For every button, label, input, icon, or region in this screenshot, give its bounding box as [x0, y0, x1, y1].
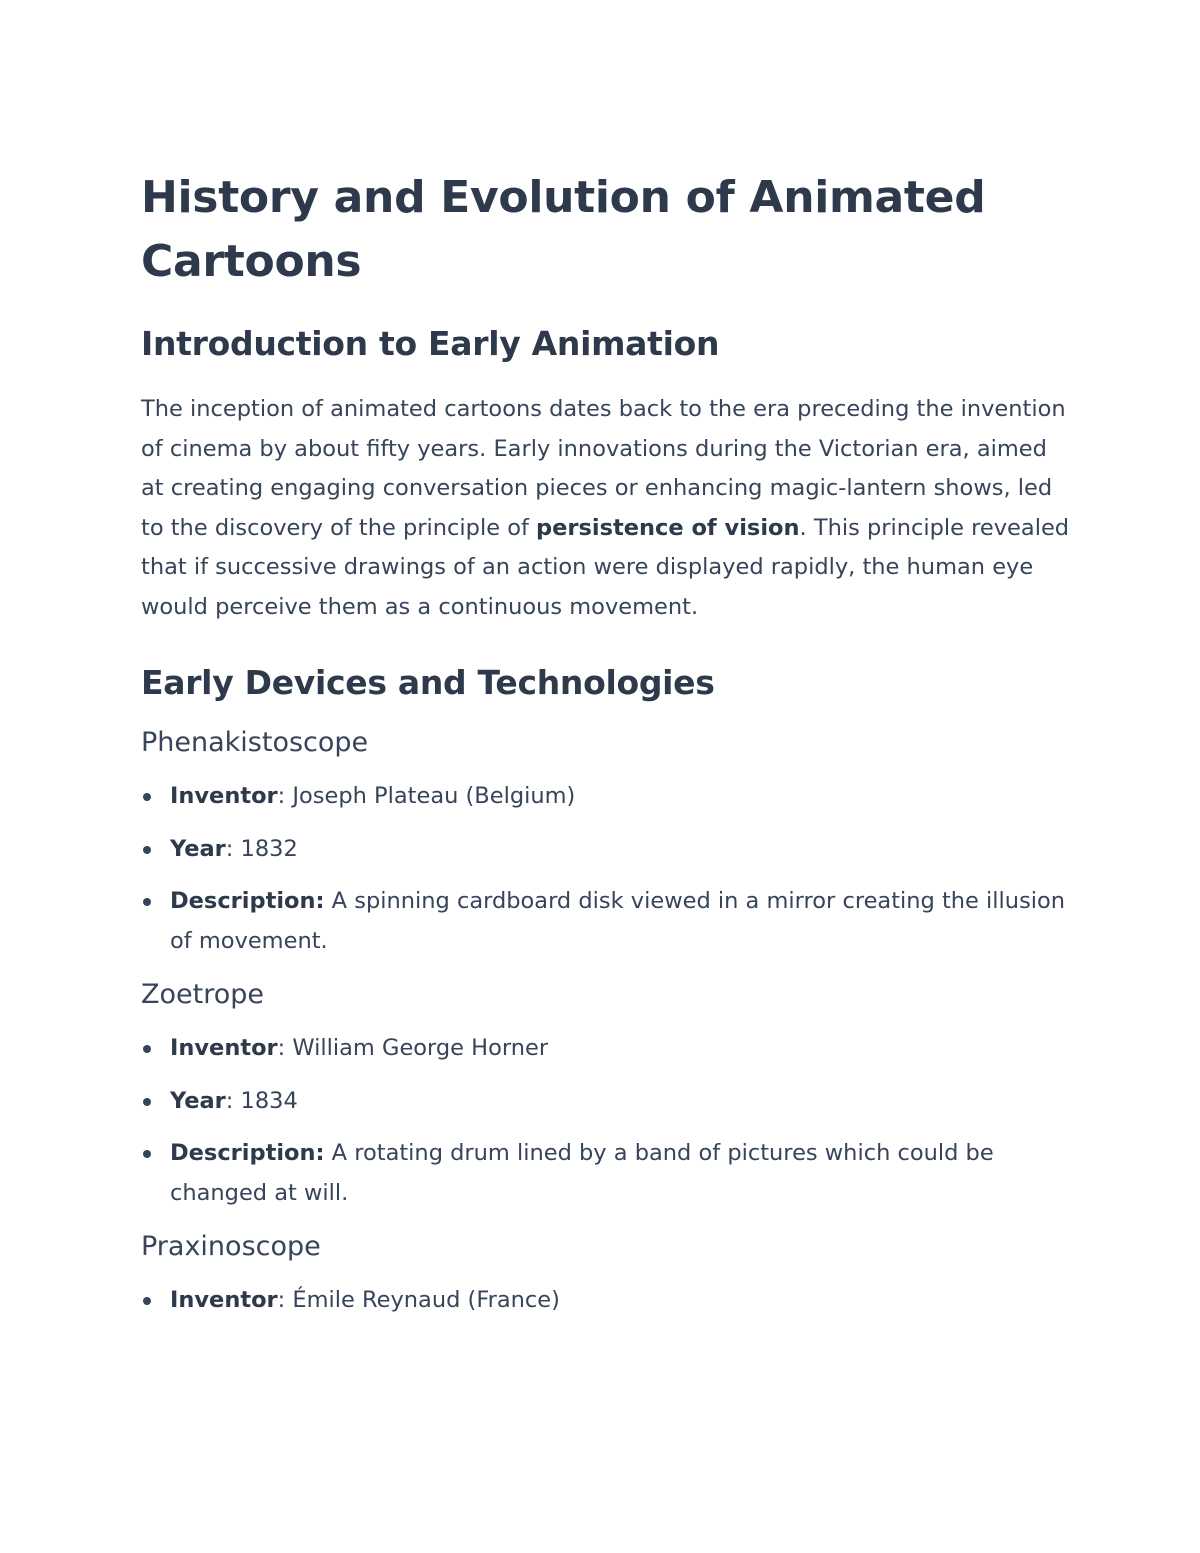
intro-paragraph	[141, 390, 1071, 627]
bullet-icon	[143, 846, 151, 854]
list-item	[141, 830, 1071, 870]
bullet-icon	[143, 898, 151, 906]
value-inventor: : Joseph Plateau (Belgium)	[277, 783, 576, 809]
value-description: A spinning cardboard disk viewed in a mirror creating the illusion of movement.	[170, 888, 1066, 954]
bullet-icon	[143, 793, 151, 801]
label-inventor: Inventor	[170, 783, 278, 809]
list-item	[141, 1134, 1071, 1213]
device-heading-phenakistoscope: Phenakistoscope	[141, 727, 369, 758]
list-item	[141, 777, 1071, 817]
label-description: Description:	[170, 1140, 325, 1166]
bullet-icon	[143, 1098, 151, 1106]
section-heading-introduction: Introduction to Early Animation	[141, 324, 720, 363]
label-description: Description:	[170, 888, 325, 914]
document-page	[141, 160, 1071, 1321]
list-item	[141, 1082, 1071, 1122]
bullet-icon	[143, 1297, 151, 1305]
device-details-phenakistoscope	[141, 777, 1071, 961]
value-year: : 1834	[225, 1087, 298, 1114]
intro-text-before: The inception of animated cartoons dates back to the era preceding the invention of cinema by about fifty years. Early innovations during the Victorian era, aimed at creating engaging conversation pieces or enhancing magic-lantern shows, led to the discovery of the principle of	[141, 396, 1066, 541]
label-inventor: Inventor	[170, 1287, 278, 1313]
page-title: History and Evolution of Animated Cartoons	[141, 172, 986, 287]
device-details-praxinoscope	[141, 1281, 1071, 1321]
value-description: A rotating drum lined by a band of pictures which could be changed at will.	[170, 1140, 994, 1206]
intro-text-after: . This principle revealed that if successive drawings of an action were displayed rapidly, the human eye would perceive them as a continuous movement.	[141, 514, 1070, 620]
bullet-icon	[143, 1150, 151, 1158]
value-inventor: : Émile Reynaud (France)	[277, 1287, 560, 1313]
bullet-icon	[143, 1045, 151, 1053]
device-heading-praxinoscope: Praxinoscope	[141, 1231, 321, 1262]
value-year: : 1832	[225, 835, 298, 862]
value-inventor: : William George Horner	[277, 1035, 549, 1061]
list-item	[141, 1281, 1071, 1321]
label-inventor: Inventor	[170, 1035, 278, 1061]
list-item	[141, 882, 1071, 961]
label-year: Year	[170, 835, 226, 862]
list-item	[141, 1029, 1071, 1069]
section-heading-devices: Early Devices and Technologies	[141, 663, 715, 702]
label-year: Year	[170, 1087, 226, 1114]
device-details-zoetrope	[141, 1029, 1071, 1213]
intro-bold-term: persistence of vision	[536, 514, 800, 541]
device-heading-zoetrope: Zoetrope	[141, 979, 264, 1010]
